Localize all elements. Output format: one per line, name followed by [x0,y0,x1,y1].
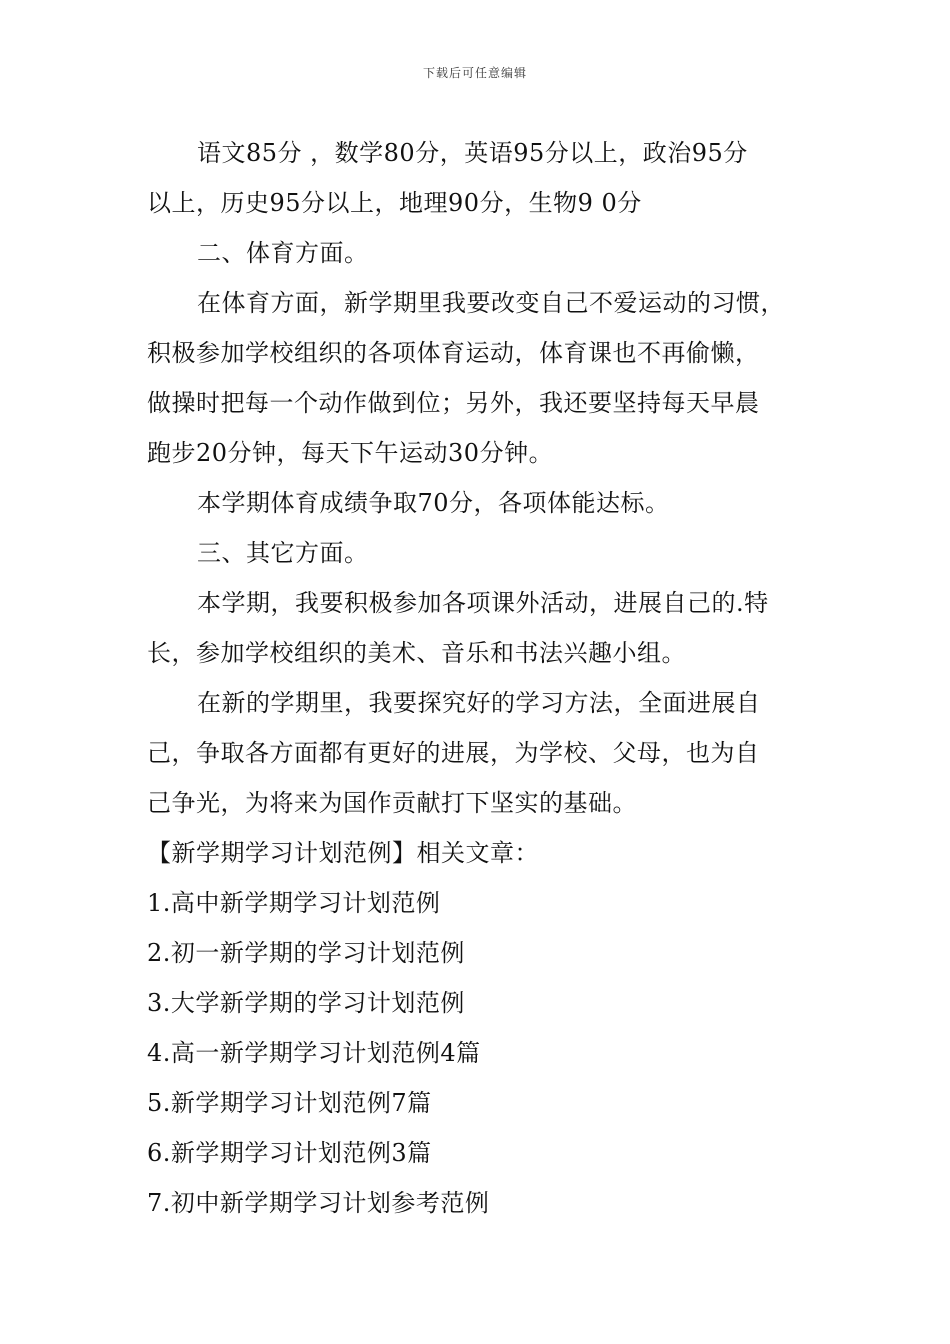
paragraph-line: 己，争取各方面都有更好的进展，为学校、父母，也为自 [147,739,760,767]
page-header-note: 下载后可任意编辑 [422,66,527,80]
paragraph-line: 积极参加学校组织的各项体育运动，体育课也不再偷懒， [147,339,760,367]
paragraph-line: 在新的学期里，我要探究好的学习方法，全面进展自 [197,689,761,717]
document-body [147,128,812,1228]
related-articles-heading: 【新学期学习计划范例】相关文章： [147,839,539,867]
related-article-link[interactable]: 3.大学新学期的学习计划范例 [147,989,465,1017]
paragraph-line: 跑步20分钟，每天下午运动30分钟。 [147,439,554,467]
related-article-link[interactable]: 6.新学期学习计划范例3篇 [147,1139,432,1167]
related-article-link[interactable]: 2.初一新学期的学习计划范例 [147,939,465,967]
related-article-link[interactable]: 4.高一新学期学习计划范例4篇 [147,1039,481,1067]
related-article-link[interactable]: 5.新学期学习计划范例7篇 [147,1089,432,1117]
section-heading-sports: 二、体育方面。 [197,239,369,267]
section-heading-other: 三、其它方面。 [197,539,369,567]
paragraph-line: 在体育方面，新学期里我要改变自己不爱运动的习惯， [197,289,785,317]
paragraph-line: 语文85分 ，数学80分，英语95分以上，政治95分 [197,139,748,167]
paragraph-line: 己争光，为将来为国作贡献打下坚实的基础。 [147,789,637,817]
paragraph-line: 本学期体育成绩争取70分，各项体能达标。 [197,489,670,517]
paragraph-line: 以上，历史95分以上，地理90分，生物9 0分 [147,189,642,217]
paragraph-line: 本学期，我要积极参加各项课外活动，进展自己的.特 [197,589,769,617]
related-article-link[interactable]: 7.初中新学期学习计划参考范例 [147,1189,490,1217]
paragraph-line: 长，参加学校组织的美术、音乐和书法兴趣小组。 [147,639,686,667]
related-article-link[interactable]: 1.高中新学期学习计划范例 [147,889,441,917]
paragraph-line: 做操时把每一个动作做到位；另外，我还要坚持每天早晨 [147,389,760,417]
